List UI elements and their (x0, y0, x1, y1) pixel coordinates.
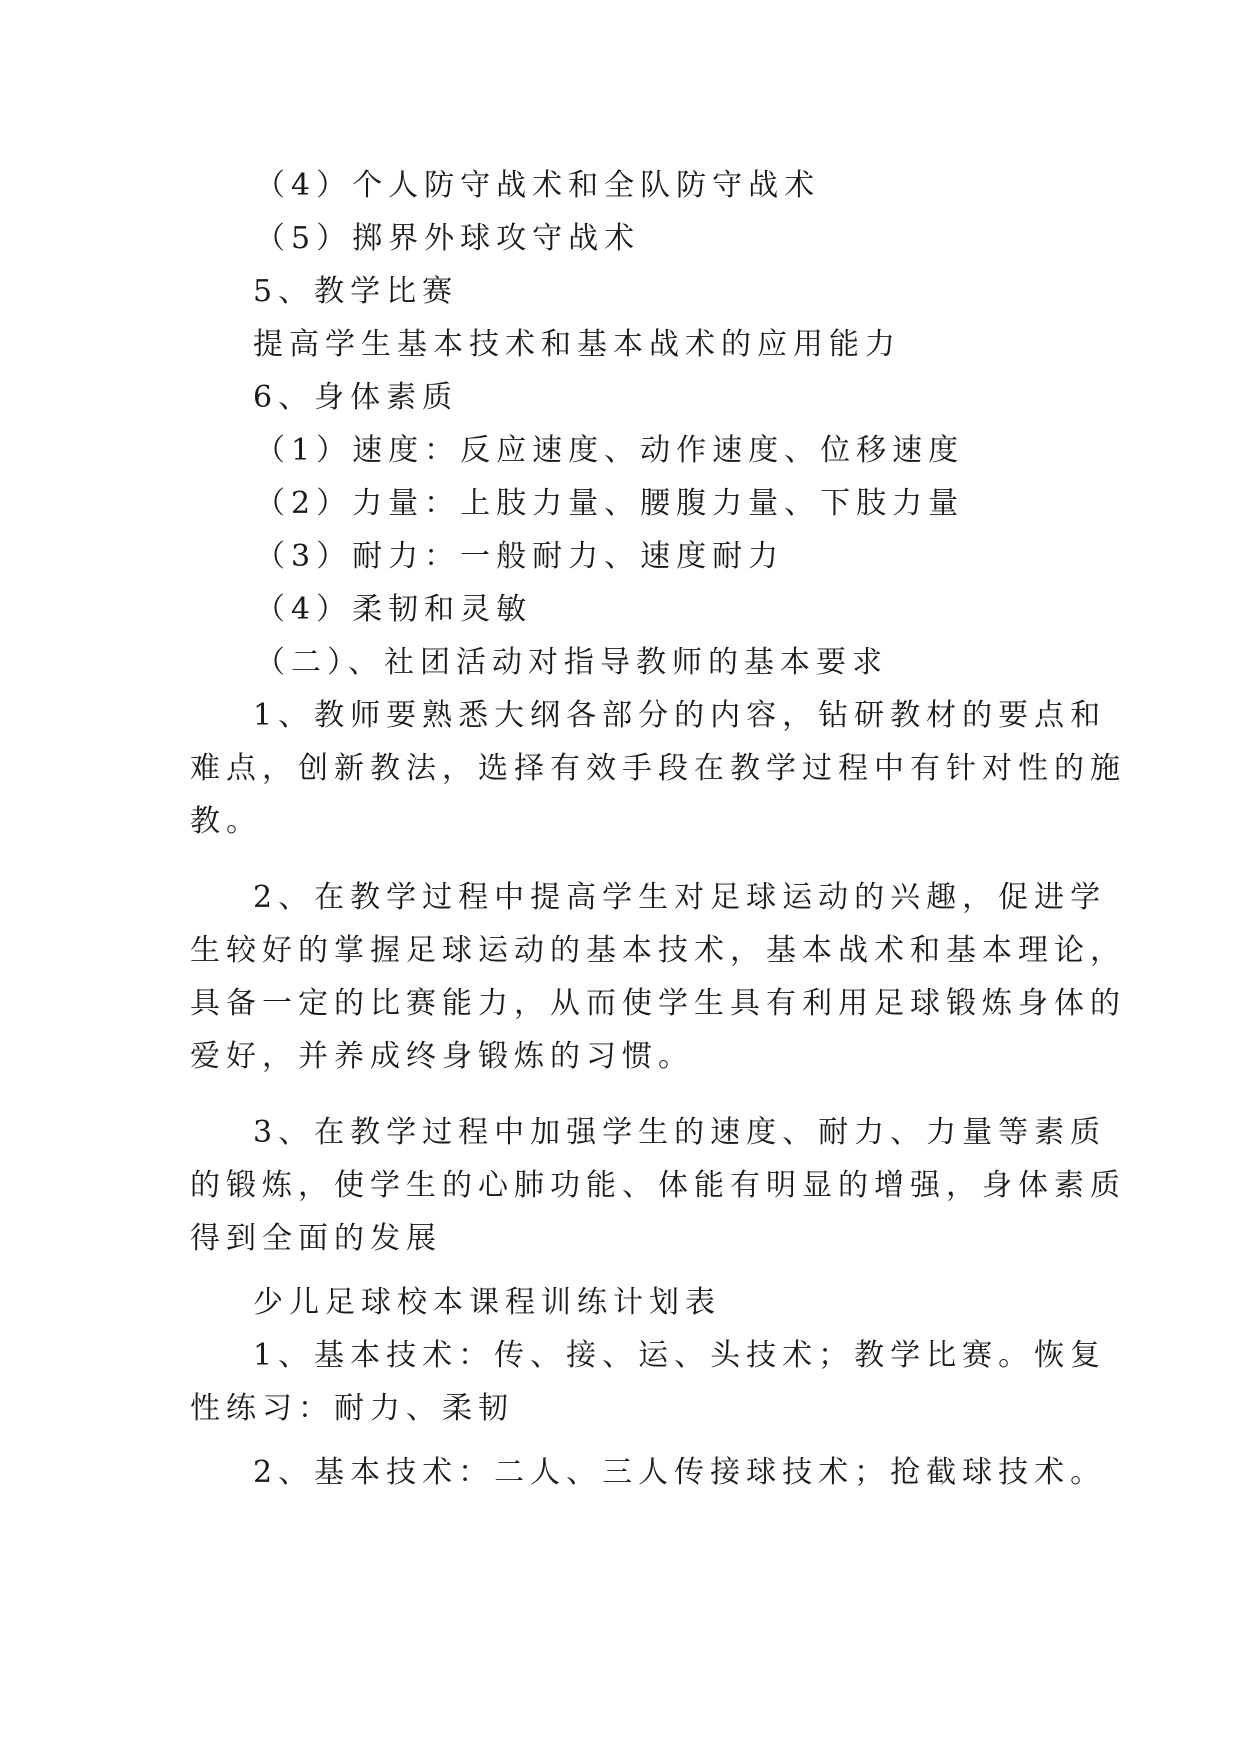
text-line: （2）力量：上肢力量、腰腹力量、下肢力量 (255, 486, 965, 521)
text-line: 1、基本技术：传、接、运、头技术；教学比赛。恢复 (253, 1338, 1107, 1373)
text-line: 生较好的掌握足球运动的基本技术，基本战术和基本理论， (190, 933, 1126, 968)
text-line: 教。 (190, 804, 262, 839)
text-line: （3）耐力：一般耐力、速度耐力 (255, 539, 785, 574)
text-line: 3、在教学过程中加强学生的速度、耐力、力量等素质 (253, 1115, 1107, 1150)
text-line: （4）个人防守战术和全队防守战术 (255, 168, 821, 203)
text-line: 具备一定的比赛能力，从而使学生具有利用足球锻炼身体的 (190, 986, 1126, 1021)
text-line: 少儿足球校本课程训练计划表 (253, 1285, 721, 1320)
text-line: 6、身体素质 (253, 380, 459, 415)
text-line: 爱好，并养成终身锻炼的习惯。 (190, 1039, 694, 1074)
text-line: （1）速度：反应速度、动作速度、位移速度 (255, 433, 965, 468)
text-line: 性练习：耐力、柔韧 (190, 1391, 514, 1426)
text-line: 1、教师要熟悉大纲各部分的内容，钻研教材的要点和 (253, 698, 1107, 733)
text-line: 2、基本技术：二人、三人传接球技术；抢截球技术。 (253, 1455, 1107, 1490)
text-line: （4）柔韧和灵敏 (255, 592, 533, 627)
text-line: （5）掷界外球攻守战术 (255, 221, 641, 256)
text-line: 2、在教学过程中提高学生对足球运动的兴趣，促进学 (253, 880, 1107, 915)
text-line: 难点，创新教法，选择有效手段在教学过程中有针对性的施 (190, 751, 1126, 786)
text-line: 5、教学比赛 (253, 274, 459, 309)
text-line: （二）、社团活动对指导教师的基本要求 (255, 645, 888, 680)
text-line: 的锻炼，使学生的心肺功能、体能有明显的增强，身体素质 (190, 1168, 1126, 1203)
text-line: 得到全面的发展 (190, 1221, 442, 1256)
text-line: 提高学生基本技术和基本战术的应用能力 (253, 327, 901, 362)
